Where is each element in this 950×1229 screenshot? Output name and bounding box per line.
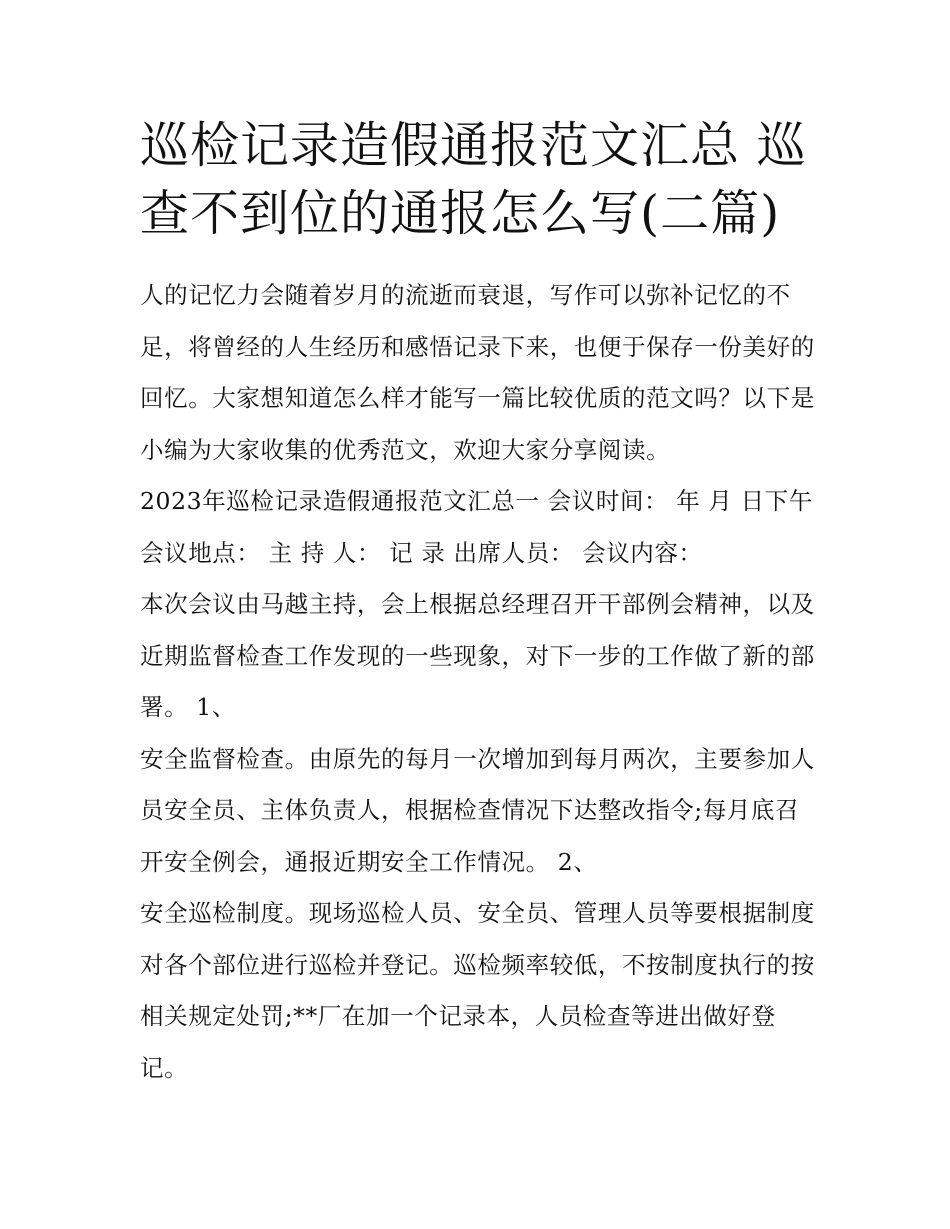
document-body	[140, 270, 820, 1094]
paragraph-meeting-summary: 本次会议由马越主持，会上根据总经理召开干部例会精神，以及近期监督检查工作发现的一些现象，对下一步的工作做了新的部署。 1、	[140, 590, 815, 721]
paragraph-patrol-system: 安全巡检制度。现场巡检人员、安全员、管理人员等要根据制度对各个部位进行巡检并登记。巡检频率较低，不按制度执行的按相关规定处罚;**厂在加一个记录本，人员检查等进出做好登记。	[140, 899, 815, 1082]
document-page	[140, 112, 820, 1094]
paragraph-meeting-info: 2023年巡检记录造假通报范文汇总一 会议时间： 年 月 日下午 会议地点： 主 持 人： 记 录 出席人员： 会议内容：	[140, 487, 813, 567]
paragraph-intro: 人的记忆力会随着岁月的流逝而衰退，写作可以弥补记忆的不足，将曾经的人生经历和感悟记录下来，也便于保存一份美好的回忆。大家想知道怎么样才能写一篇比较优质的范文吗？以下是小编为大家收集的优秀范文，欢迎大家分享阅读。	[140, 281, 815, 464]
paragraph-safety-inspection: 安全监督检查。由原先的每月一次增加到每月两次，主要参加人员安全员、主体负责人，根据检查情况下达整改指令;每月底召开安全例会，通报近期安全工作情况。 2、	[140, 744, 815, 876]
document-title: 巡检记录造假通报范文汇总 巡查不到位的通报怎么写(二篇)	[140, 117, 807, 242]
